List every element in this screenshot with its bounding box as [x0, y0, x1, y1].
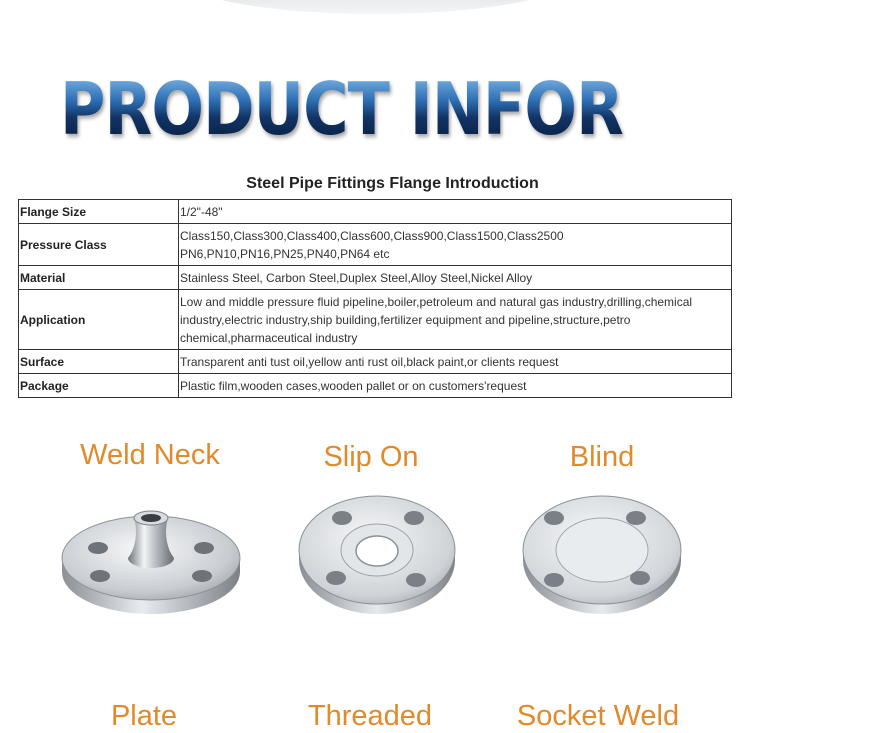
- row-value: Low and middle pressure fluid pipeline,boiler,petroleum and natural gas industry,drilling,chemical industry,electric industry,ship building,fertilizer equipment and pipeline,structure,petro chemical,pharmaceutical industry: [179, 290, 732, 350]
- table-row: [19, 350, 732, 374]
- blind-label: Blind: [569, 441, 635, 473]
- row-value: Stainless Steel, Carbon Steel,Duplex Steel,Alloy Steel,Nickel Alloy: [179, 266, 732, 290]
- weld-neck-label: Weld Neck: [80, 439, 220, 471]
- row-key: Flange Size: [19, 200, 179, 224]
- banner-title: PRODUCT INFORMATION: [60, 67, 892, 151]
- row-key: Surface: [19, 350, 179, 374]
- row-key: Material: [19, 266, 179, 290]
- table-row: [19, 266, 732, 290]
- row-key: Package: [19, 374, 179, 398]
- socket-weld-label: Socket Weld: [516, 700, 680, 732]
- table-row: [19, 374, 732, 398]
- blind-flange-image: [520, 490, 684, 618]
- row-value: Plastic film,wooden cases,wooden pallet or on customers'request: [179, 374, 732, 398]
- spec-table: [18, 199, 732, 398]
- threaded-label: Threaded: [307, 700, 433, 732]
- row-key: Application: [19, 290, 179, 350]
- row-key: Pressure Class: [19, 224, 179, 266]
- intro-title: Steel Pipe Fittings Flange Introduction: [246, 175, 539, 192]
- weld-neck-flange-image: [58, 500, 244, 628]
- table-row: [19, 200, 732, 224]
- plate-label: Plate: [110, 700, 178, 732]
- row-value: 1/2"-48": [179, 200, 732, 224]
- row-value: Class150,Class300,Class400,Class600,Class900,Class1500,Class2500 PN6,PN10,PN16,PN25,PN40,PN64 etc: [179, 224, 732, 266]
- slip-on-flange-image: [296, 490, 458, 618]
- table-row: [19, 290, 732, 350]
- table-row: [19, 224, 732, 266]
- row-value: Transparent anti tust oil,yellow anti rust oil,black paint,or clients request: [179, 350, 732, 374]
- flange-image-fragment: [150, 0, 600, 16]
- slip-on-label: Slip On: [323, 441, 419, 473]
